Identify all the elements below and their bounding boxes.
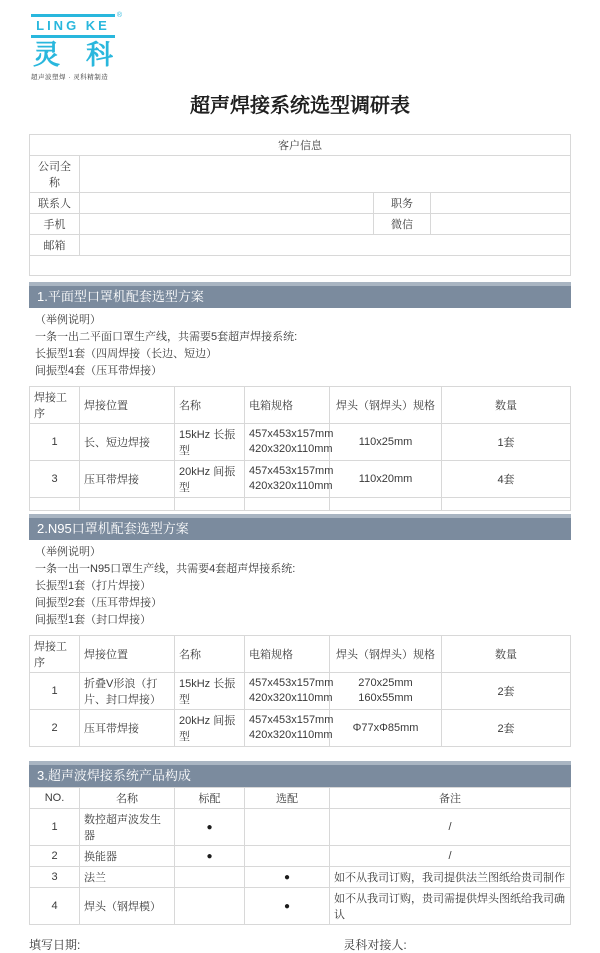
col-header-position: 焊接位置 [80, 387, 175, 424]
note-line: （举例说明） [35, 546, 101, 558]
note-line: 长振型1套（打片焊接） [35, 580, 152, 592]
logo-brand-en [31, 12, 125, 38]
table-row [30, 424, 571, 461]
cell-horn-spec: 110x25mm [330, 424, 442, 461]
field-label-wechat: 微信 [374, 214, 431, 235]
note-line: 长振型1套（四周焊接（长边、短边） [35, 348, 218, 360]
cell-name: 20kHz 间振型 [175, 710, 245, 747]
table-row [30, 673, 571, 710]
col-header-qty: 数量 [442, 636, 571, 673]
table-row [30, 888, 571, 925]
section-2-title: 2.N95口罩机配套选型方案 [29, 518, 571, 540]
cell-process: 1 [30, 673, 80, 710]
section-3-title: 3.超声波焊接系统产品构成 [29, 765, 571, 787]
optional-bullet-icon: ● [245, 867, 330, 888]
field-input-email[interactable] [80, 235, 571, 256]
cell-qty: 2套 [442, 673, 571, 710]
section-3-header [29, 761, 571, 787]
cell-horn-spec: 270x25mm 160x55mm [330, 673, 442, 710]
cell-process: 2 [30, 710, 80, 747]
table-row [30, 867, 571, 888]
cell-no: 1 [30, 809, 80, 846]
field-label-company: 公司全称 [30, 156, 80, 193]
logo-brand-cn: 灵 科 [33, 40, 113, 70]
col-header-standard: 标配 [175, 788, 245, 809]
optional-bullet-icon [245, 846, 330, 867]
table-spacer-row [30, 498, 571, 511]
col-header-box-spec: 电箱规格 [245, 636, 330, 673]
cell-box-spec: 457x453x157mm 420x320x110mm [245, 673, 330, 710]
cell-remark: 如不从我司订购，贵司需提供焊头图纸给我司确认 [330, 888, 571, 925]
col-header-horn-spec: 焊头（钢焊头）规格 [330, 387, 442, 424]
cell-no: 3 [30, 867, 80, 888]
col-header-name: 名称 [80, 788, 175, 809]
lingke-contact-label: 灵科对接人: [343, 938, 407, 952]
optional-bullet-icon: ● [245, 888, 330, 925]
field-label-position: 职务 [374, 193, 431, 214]
col-header-horn-spec: 焊头（钢焊头）规格 [330, 636, 442, 673]
cell-remark: / [330, 809, 571, 846]
field-input-mobile[interactable] [80, 214, 374, 235]
page-title: 超声焊接系统选型调研表 [190, 95, 410, 117]
logo-brand-en-text: LING KE [36, 18, 110, 33]
cell-process: 3 [30, 461, 80, 498]
field-input-company[interactable] [80, 156, 571, 193]
col-header-no: NO. [30, 788, 80, 809]
cell-process: 1 [30, 424, 80, 461]
fill-date-label: 填写日期: [29, 938, 81, 952]
field-label-email: 邮箱 [30, 235, 80, 256]
col-header-optional: 选配 [245, 788, 330, 809]
cell-position: 压耳带焊接 [80, 710, 175, 747]
cell-position: 长、短边焊接 [80, 424, 175, 461]
cell-box-spec: 457x453x157mm 420x320x110mm [245, 710, 330, 747]
cell-box-spec: 457x453x157mm 420x320x110mm [245, 461, 330, 498]
cell-name: 法兰 [80, 867, 175, 888]
logo-tagline: 超声波塑焊 · 灵科精制造 [31, 74, 109, 81]
col-header-box-spec: 电箱规格 [245, 387, 330, 424]
cell-box-spec: 457x453x157mm 420x320x110mm [245, 424, 330, 461]
note-line: 间振型2套（压耳带焊接） [35, 597, 163, 609]
section-1-table [29, 386, 571, 511]
field-input-contact[interactable] [80, 193, 374, 214]
cell-position: 压耳带焊接 [80, 461, 175, 498]
standard-bullet-icon [175, 867, 245, 888]
section-1-notes [29, 308, 571, 386]
company-logo [31, 12, 125, 81]
registered-trademark-icon: ® [116, 12, 125, 19]
section-2-table [29, 635, 571, 747]
table-row [30, 710, 571, 747]
standard-bullet-icon [175, 888, 245, 925]
field-input-wechat[interactable] [431, 214, 571, 235]
cell-position: 折叠V形浪（打片、封口焊接） [80, 673, 175, 710]
col-header-position: 焊接位置 [80, 636, 175, 673]
section-1-header [29, 282, 571, 308]
col-header-process: 焊接工序 [30, 636, 80, 673]
cell-name: 数控超声波发生器 [80, 809, 175, 846]
cell-horn-spec: 110x20mm [330, 461, 442, 498]
cell-no: 4 [30, 888, 80, 925]
cell-name: 15kHz 长振型 [175, 424, 245, 461]
optional-bullet-icon [245, 809, 330, 846]
customer-info-header: 客户信息 [30, 135, 571, 156]
cell-remark: / [330, 846, 571, 867]
note-line: 间振型4套（压耳带焊接） [35, 365, 163, 377]
standard-bullet-icon: ● [175, 846, 245, 867]
cell-name: 换能器 [80, 846, 175, 867]
col-header-process: 焊接工序 [30, 387, 80, 424]
col-header-name: 名称 [175, 636, 245, 673]
cell-name: 焊头（钢焊模） [80, 888, 175, 925]
form-footer [29, 936, 571, 953]
note-line: 一条一出一N95口罩生产线，共需要4套超声焊接系统: [35, 563, 296, 575]
note-line: （举例说明） [35, 314, 101, 326]
section-2-header [29, 514, 571, 540]
col-header-qty: 数量 [442, 387, 571, 424]
note-line: 间振型1套（封口焊接） [35, 614, 152, 626]
cell-horn-spec: Φ77xΦ85mm [330, 710, 442, 747]
cell-name: 20kHz 间振型 [175, 461, 245, 498]
cell-no: 2 [30, 846, 80, 867]
section-3-table [29, 787, 571, 925]
field-input-position[interactable] [431, 193, 571, 214]
col-header-remark: 备注 [330, 788, 571, 809]
standard-bullet-icon: ● [175, 809, 245, 846]
cell-qty: 2套 [442, 710, 571, 747]
cell-remark: 如不从我司订购，我司提供法兰图纸给贵司制作 [330, 867, 571, 888]
field-label-contact: 联系人 [30, 193, 80, 214]
note-line: 一条一出二平面口罩生产线，共需要5套超声焊接系统: [35, 331, 298, 343]
table-row [30, 846, 571, 867]
customer-table-spacer [30, 256, 571, 276]
field-label-mobile: 手机 [30, 214, 80, 235]
cell-qty: 1套 [442, 424, 571, 461]
section-2-notes [29, 540, 571, 635]
customer-info-table [29, 134, 571, 276]
col-header-name: 名称 [175, 387, 245, 424]
cell-qty: 4套 [442, 461, 571, 498]
cell-name: 15kHz 长振型 [175, 673, 245, 710]
table-row [30, 461, 571, 498]
table-row [30, 809, 571, 846]
section-1-title: 1.平面型口罩机配套选型方案 [29, 286, 571, 308]
